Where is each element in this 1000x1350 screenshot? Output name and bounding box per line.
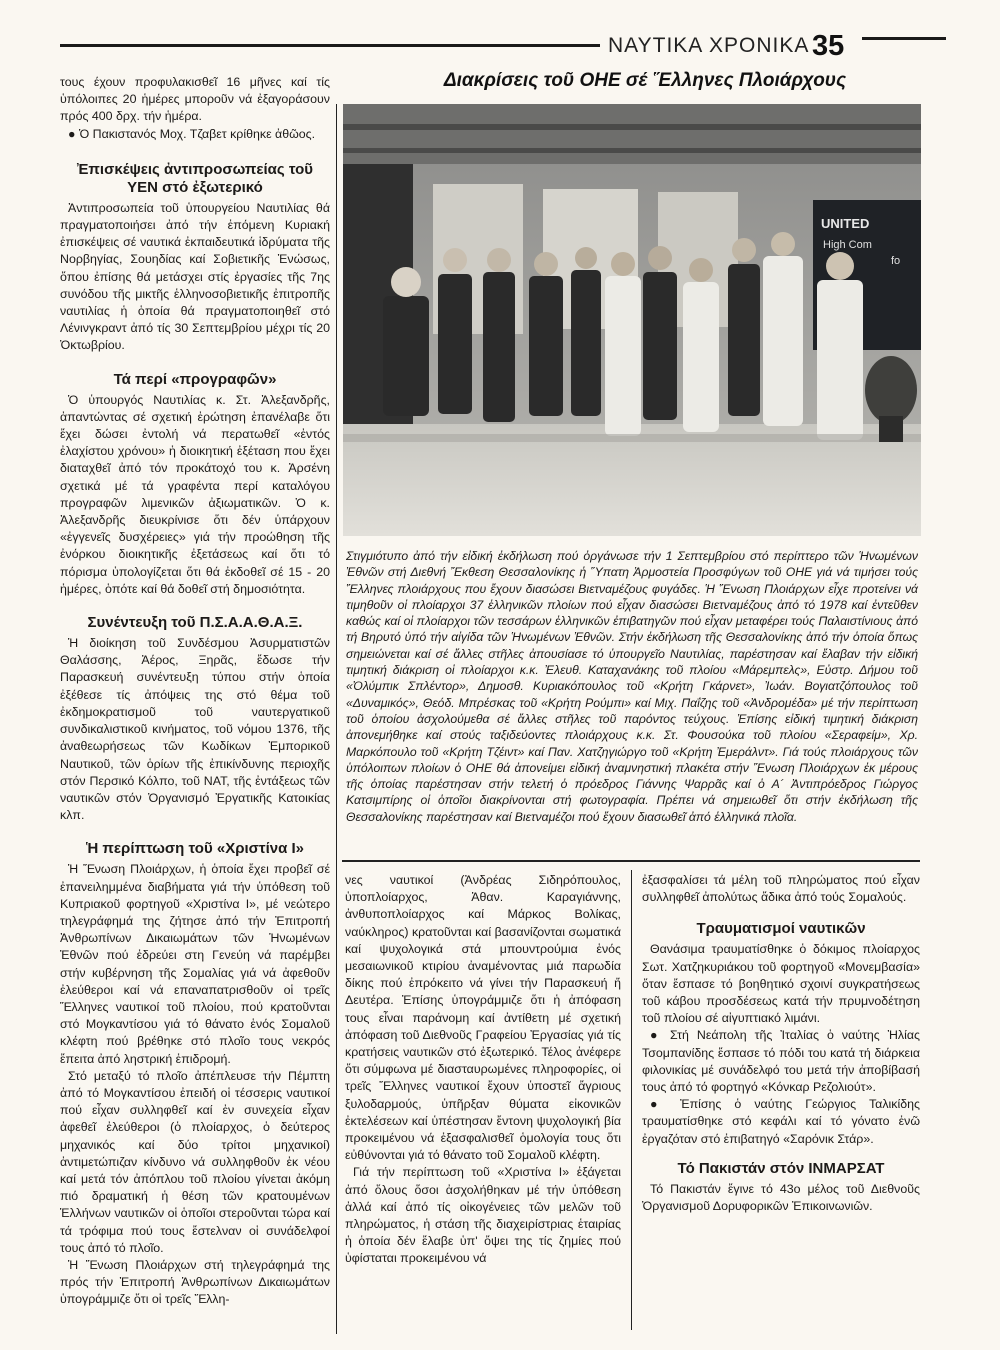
publication-name: ΝΑΥΤΙΚΑ ΧΡΟΝΙΚΑ (608, 34, 810, 57)
banner-text-united: UNITED (821, 216, 870, 231)
christina-conclusion: Γιά τήν περίπτωση τοῦ «Χριστίνα Ι» ἐξάγεται ἀπό ὅλους ὅσοι ἀσχολήθηκαν μέ τήν ὑπόθεση ἀλλά καί ἀπό τίς οἰκογένειες τῶν μελῶν τοῦ πληρώματος, ἡ στάση τῆς διαχειρίστριας ἑταιρίας ἡ ὁποία δέν ἔλαβε ὑπ' ὄψει της τίς ζημίες πού ὑφίσταται προκειμένου νά (345, 1165, 621, 1266)
header-rule-left (60, 44, 600, 47)
banner-text-highcom: High Com (823, 239, 872, 251)
christina-continued: νες ναυτικοί (Ἀνδρέας Σιδηρόπουλος, ὑποπλοίαρχος, Ἀθαν. Καραγιάννης, ἀνθυποπλοίαρχος καί Μάρκος Βολίκας, ναύκληρος) κρατοῦνται καί βασανίζονται σωματικά καί ψυχολογικά στά μπουντρούμια ἑνός μεσαιωνικοῦ κτιρίου ἀναμένοντας μιά παρωδία δίκης πού ἐπρόκειτο νά γίνει τήν Παρασκευή ἤ Δευτέρα. Ἐπίσης ὑπογράμμιζε ὅτι ἡ ἀπόφαση τους εἶναι παράνομη καί ἀντίθετη μέ σχετική ἀπόφαση τοῦ Διεθνοῦς Γραφείου Ἐργασίας γιά τίς κρατήσεις ναυτικῶν στό ἐξωτερικό. Τέλος ἀνέφερε ὅτι σύμφωνα μέ διασταυρωμένες πληροφορίες, οἱ τρεῖς Ἕλληνες ναυτικοί ἔχουν ὑποστεῖ ἄγριους ξυλοδαρμούς, ὑπῆρξαν θύματα εἰκονικῶν ἐκτελέσεων καί ὑπέστησαν ἔντονη ψυχολογική βία προκειμένου νά ἐξασφαλισθεῖ ὁμολογία τους ὅτι εὐθύνονται γιά τό θάνατο τοῦ Σομαλοῦ κλέφτη. (345, 873, 621, 1163)
feature-bottom-rule (342, 860, 920, 862)
section-title-christina: Ἡ περίπτωση τοῦ «Χριστίνα Ι» (85, 840, 305, 858)
section-text-visits: Ἀντιπροσωπεία τοῦ ὑπουργείου Ναυτιλίας θά πραγματοποιήσει ἀπό τήν ἑπόμενη Κυριακή ἐπισκέψεις σέ ναυτικά ἐκπαιδευτικά ἱδρύματα τῆς Νορβηγίας, Σουηδίας καί Σοβιετικῆς Ἑνώσως, ὅπου ἐπίσης θά μετάσχει στίς ἐργασίες τῆς 7ης συνόδου τῆς μικτῆς ἑλληνοσοβιετικῆς ἐπιτροπῆς ναυτιλίας ἡ ὁποία θά πραγματοποιηθεῖ στό Λένινγκραντ ἀπό τίς 30 Σεπτεμβρίου μέχρι τίς 20 Ὀκτωβρίου. (60, 200, 330, 353)
section-title-visits: Ἐπισκέψεις ἀντιπροσωπείας τοῦ ΥΕΝ στό ἐξωτερικό (76, 160, 314, 196)
section-title-inmarsat: Τό Πακιστάν στόν ΙΝΜΑΡΣΑΤ (677, 1159, 885, 1177)
column-left (60, 74, 330, 1309)
injuries-bullet-2: ● Ἐπίσης ὁ ναύτης Γεώργιος Ταλικίδης τραυματίσθηκε στό κεφάλι καί τό γόνατο ἐνῶ ἐργαζόταν στό ἐπιβατηγό «Σαρόνικ Στάρ». (642, 1096, 920, 1148)
intro-text: τους έχουν προφυλακισθεῖ 16 μῆνες καί τίς ὑπόλοιπες 20 ἡμέρες μποροῦν νά ἐξαγοράσουν πρός 400 δρχ. τήν ἡμέρα. (60, 75, 330, 124)
column-divider-2 (631, 870, 632, 1330)
photo-caption: Στιγμιότυπο ἀπό τήν εἰδική ἐκδήλωση πού ὀργάνωσε τήν 1 Σεπτεμβρίου στό περίπτερο τῶν Ἡνωμένων Ἐθνῶν στή Διεθνή Ἔκθεση Θεσσαλονίκης ἡ Ὕπατη Ἁρμοστεία Προσφύγων τοῦ ΟΗΕ γιά νά τιμήσει τούς Ἕλληνες πλοιάρχους που ἔχουν διασώσει Βιετναμέζους φυγάδες. Ἡ Ἕνωση Πλοιάρχων εἶχε προτείνει νά τιμηθοῦν οἱ πλοίαρχοι 37 ἑλληνικῶν πλοίων πού εἶχαν διασώσει Βιετναμέζους ἀπό τό 1978 καί ἐντεῦθεν καθώς καί οἱ πλοίαρχοι τῶν τεσσάρων ἑλληνικῶν ἐπιβατηγῶν πού εἶχαν μεταφέρει τούς Παλαιστίνιους ἀπό τή Βηρυτό ὑπό τήν αἰγίδα τῶν Ἡνωμένων Ἐθνῶν. Στήν ἐκδήλωση τῆς Θεσσαλονίκης ἀπό τήν ὁποία ὅπως σημειώνεται καί σέ ἄλλες στῆλες ἀπουσίασε τό ὑπουργεῖο Ναυτιλίας, παρέστησαν καί ἔλαβαν τήν εἰδική τιμητική διάκριση οἱ πλοίαρχοι κ.κ. Ἐλευθ. Καταχανάκης τοῦ πλοίου «Μάρεμπελς», Εὐστρ. Δήμου τοῦ «Ὀλύμπικ Σπλέντορ», Δημοσθ. Κυριακόπουλος τοῦ «Κρήτη Γκάρνετ», Ἰωάν. Βογιατζόπουλος τοῦ «Δυναμικός», Θεόδ. Μπρέσκας τοῦ «Κρήτη Ρούμπι» καί Μιχ. Παΐζης τοῦ «Ἀνδρομέδα» μέ τήν περίπτωση τοῦ ὁποίου ἀσχολούμεθα σέ ἄλλες στῆλες τοῦ παρόντος τεύχους. Ἐπίσης εἰδική τιμητική διάκριση ἀπονεμήθηκε καί στούς ταξιδεύοντες πλοιάρχους κ.κ. Στ. Φουσούκα τοῦ πλοίου «Σεραφείμ», Χρ. Μαρκόπουλο τοῦ «Κρήτη Τζέιντ» καί Παν. Χατζηγιώργο τοῦ «Κρήτη Ἐμεράλντ». Γιά τούς πλοιάρχους τῶν ὑπόλοιπων πλοίων ὁ ΟΗΕ θά ἀπονείμει εἰδική ἀναμνηστική πλακέτα στήν Ἕνωση Πλοιάρχων ἐκ μέρους τῆς ὁποίας παρέστησαν στήν τελετή ὁ πρόεδρος Γιάννης Ψαρρᾶς καί ὁ Α´ Ἀντιπρόεδρος Γιώργος Κατσιμπίρης οἱ ὁποῖοι διακρίνονται στή φωτογραφία. Πρέπει νά σημειωθεῖ ὅτι στήν ἐκδήλωση τῆς Θεσσαλονίκης παρέστησαν καί Βιετναμέζοι πού ἔχουν διασωθεῖ ἀπό ἑλληνικά πλοῖα. (346, 549, 918, 824)
feature-title: Διακρίσεις τοῦ ΟΗΕ σέ Ἕλληνες Πλοιάρχους (443, 70, 847, 91)
section-text-christina-3: Ἡ Ἕνωση Πλοιάρχων στή τηλεγράφημά της πρός τήν Ἐπιτροπή Ἀνθρωπίνων Δικαιωμάτων ὑπογράμμιζε ὅτι οἱ τρεῖς Ἕλλη- (60, 1257, 330, 1307)
column-middle (345, 872, 621, 1268)
column-divider-1 (336, 104, 337, 1334)
section-title-interview: Συνέντευξη τοῦ Π.Σ.Α.Α.Θ.Α.Ξ. (87, 614, 303, 632)
section-text-christina-2: Στό μεταξύ τό πλοῖο ἀπέπλευσε τήν Πέμπτη ἀπό τό Μογκαντίσου ἐπειδή οἱ τέσσερις ναυτικοί πού εἶχαν συλληφθεῖ καί ἐν συνεχεία εἶχαν ἀφεθεῖ ἐλεύθεροι (ὁ πλοίαρχος, ὁ δεύτερος μηχανικός καί δύο τρίτοι μηχανικοί) ἀντιμετώπιζαν κίνδυνο νά συλληφθοῦν ἐκ νέου καί μετά τόν ἀπόπλου τοῦ πλοίου γίνεται ἀκόμη πιό δραματική ἡ θέση τῶν κρατουμένων Ἑλλήνων ναυτικῶν οἱ ὁποῖοι στεροῦνται τώρα καί τά τρόφιμα πού τους ἔστελναν οἱ συνάδελφοί τους ἀπό τό πλοῖο. (60, 1068, 330, 1255)
section-text-proscriptions: Ὁ ὑπουργός Ναυτιλίας κ. Στ. Ἀλεξανδρῆς, ἀπαντώντας σέ σχετική ἐρώτηση ἐπανέλαβε ὅτι ἔχει δώσει ἐντολή νά περατωθεῖ «ἐντός ἐλαχίστου χρόνου» ἡ διοικητική ἐξέταση που ἔχει διαταχθεῖ ἀπό τόν προκάτοχό του κ. Ἀρσένη σχετικά μέ τά γραφέντα περί καταλόγου προγραφῶν λιμενικῶν ἀξιωματικῶν. Ὁ κ. Ἀλεξανδρῆς διευκρίνισε ὅτι δέν ὑπάρχουν «ἐγγενεῖς δυσχέρειες» γιά τήν προώθηση τῆς ἐνόρκου διοικητικῆς ἐξετάσεως καί ὅτι τό πόρισμα ὑπολογίζεται ὅτι θά ἐκδοθεῖ σέ 15 - 20 ἡμέρες, ὁπότε καί θά δοθεῖ στή δημοσιότητα. (60, 392, 330, 596)
inmarsat-text: Τό Πακιστάν ἔγινε τό 43ο μέλος τοῦ Διεθνοῦς Ὀργανισμοῦ Δορυφορικῶν Ἐπικοινωνιῶν. (642, 1181, 920, 1214)
event-photo (343, 104, 921, 536)
banner-text-fo: fo (891, 255, 901, 267)
injuries-bullet-1: ● Στή Νεάπολη τῆς Ἰταλίας ὁ ναύτης Ἡλίας Τσομπανίδης ἔσπασε τό πόδι του κατά τή διάρκεια φιλονικίας μέ συνάδελφό του μετά τήν ἀποβίβασή τους ἀπό τό φορτηγό «Κόνκαρ Ρεζολιούτ». (642, 1027, 920, 1096)
section-title-proscriptions: Τά περί «προγραφῶν» (113, 370, 277, 388)
section-title-injuries: Τραυματισμοί ναυτικῶν (696, 920, 866, 938)
photo-illustration (343, 104, 921, 536)
injuries-text-1: Θανάσιμα τραυματίσθηκε ὁ δόκιμος πλοίαρχος Σωτ. Χατζηκυριάκου τοῦ φορτηγοῦ «Μονεμβασία» ὅταν ἔσπασε τό βοηθητικό σχοινί συγκρατήσεως τοῦ κάβου προσδέσεως κατά τήν πρυμνοδέτηση τοῦ πλοίου σέ αἰγυπτιακό λιμάνι. (642, 942, 920, 1026)
intro-bullet: ● Ὁ Πακιστανός Μοχ. Τζαβετ κρίθηκε ἀθῶος. (60, 126, 330, 143)
section-text-christina-1: Ἡ Ἕνωση Πλοιάρχων, ἡ ὁποία ἔχει προβεῖ σέ ἐπανειλημμένα διαβήματα γιά τήν ὑπόθεση τοῦ Κυπριακοῦ φορτηγοῦ «Χριστίνα Ι», μέ νεώτερο τηλεγράφημά της ζήτησε ἀπό τήν Ἐπιτροπή Ἀνθρωπίνων Δικαιωμάτων τῶν Ἡνωμένων Ἐθνῶν πού ἑδρεύει στη Γενεύη νά παρέμβει στήν κυβέρνηση τῆς Σομαλίας γιά νά ἀφεθοῦν ἐλεύθεροι καί νά επαναπατρισθοῦν οἱ τρεῖς Ἕλληνες ναυτικοί τοῦ πλοίου, πού κρατοῦνται στό Μογκαντίσου γιά τό θάνατο ἑνός Σομαλοῦ κλέφτη πού βρέθηκε στό πλοῖο τους νεκρός ἔπειτα ἀπό ληστρική ἐπιδρομή. (60, 862, 330, 1066)
header-rule-right (862, 37, 946, 40)
crew-release-text: ἐξασφαλίσει τά μέλη τοῦ πληρώματος πού εἶχαν συλληφθεῖ ἀπολύτως ἄδικα ἀπό τούς Σομαλούς. (642, 873, 920, 905)
page-number: 35 (812, 30, 845, 62)
column-right (642, 872, 920, 1215)
section-text-interview: Ἡ διοίκηση τοῦ Συνδέσμου Ἀσυρματιστῶν Θαλάσσης, Ἀέρος, Ξηρᾶς, ἔδωσε τήν Παρασκευή συνέντευξη τύπου στήν ὁποία ἐξέθεσε τίς ἀπόψεις της στό θέμα τοῦ ἐκδημοκρατισμοῦ τοῦ ναυτεργατικοῦ συνδικαλιστικοῦ κινήματος, τοῦ νόμου 1376, τῆς ἀναθεωρήσεως τῶν Κωδίκων Ἐμπορικοῦ Ναυτικοῦ, τῶν ὁρίων τῆς ἐπικίνδυνης περιοχῆς στόν Περσικό Κόλπο, τοῦ ΝΑΤ, τῆς ἐντάξεως τῶν ναυτικῶν στόν Ὀργανισμό Ἐργατικῆς Κατοικίας κλπ. (60, 636, 330, 823)
